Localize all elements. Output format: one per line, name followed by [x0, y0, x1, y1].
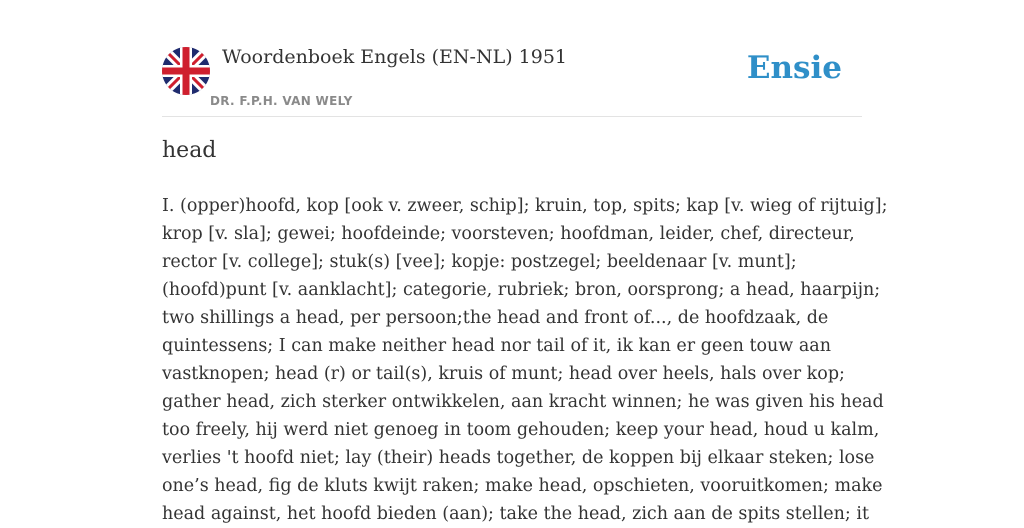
- ensie-logo[interactable]: Ensie: [746, 50, 842, 86]
- dictionary-title[interactable]: Woordenboek Engels (EN-NL) 1951: [222, 46, 567, 68]
- definition-line: two shillings a head, per persoon;the head and front of..., de hoofdzaak, de: [162, 308, 829, 328]
- definition-line: vastknopen; head (r) or tail(s), kruis of munt; head over heels, hals over kop;: [162, 364, 845, 384]
- definition-line: krop [v. sla]; gewei; hoofdeinde; voorsteven; hoofdman, leider, chef, directeur,: [162, 224, 855, 244]
- entry-headword: head: [162, 138, 217, 163]
- dictionary-author: DR. F.P.H. VAN WELY: [210, 94, 353, 108]
- definition-line: (hoofd)punt [v. aanklacht]; categorie, rubriek; bron, oorsprong; a head, haarpijn;: [162, 280, 881, 300]
- dictionary-header: [162, 44, 862, 117]
- definition-line: head against, het hoofd bieden (aan); take the head, zich aan de spits stellen; it: [162, 504, 870, 524]
- uk-flag-icon: [162, 47, 210, 95]
- definition-line: too freely, hij werd niet genoeg in toom gehouden; keep your head, houd u kalm,: [162, 420, 880, 440]
- definition-line: quintessens; I can make neither head nor tail of it, ik kan er geen touw aan: [162, 336, 831, 356]
- definition-line: one’s head, fig de kluts kwijt raken; make head, opschieten, vooruitkomen; make: [162, 476, 883, 496]
- definition-line: I. (opper)hoofd, kop [ook v. zweer, schip]; kruin, top, spits; kap [v. wieg of rijtuig];: [162, 196, 888, 216]
- entry-definition: [162, 192, 888, 528]
- definition-line: verlies 't hoofd niet; lay (their) heads together, de koppen bij elkaar steken; lose: [162, 448, 875, 468]
- definition-line: rector [v. college]; stuk(s) [vee]; kopje: postzegel; beeldenaar [v. munt];: [162, 252, 797, 272]
- definition-line: gather head, zich sterker ontwikkelen, aan kracht winnen; he was given his head: [162, 392, 884, 412]
